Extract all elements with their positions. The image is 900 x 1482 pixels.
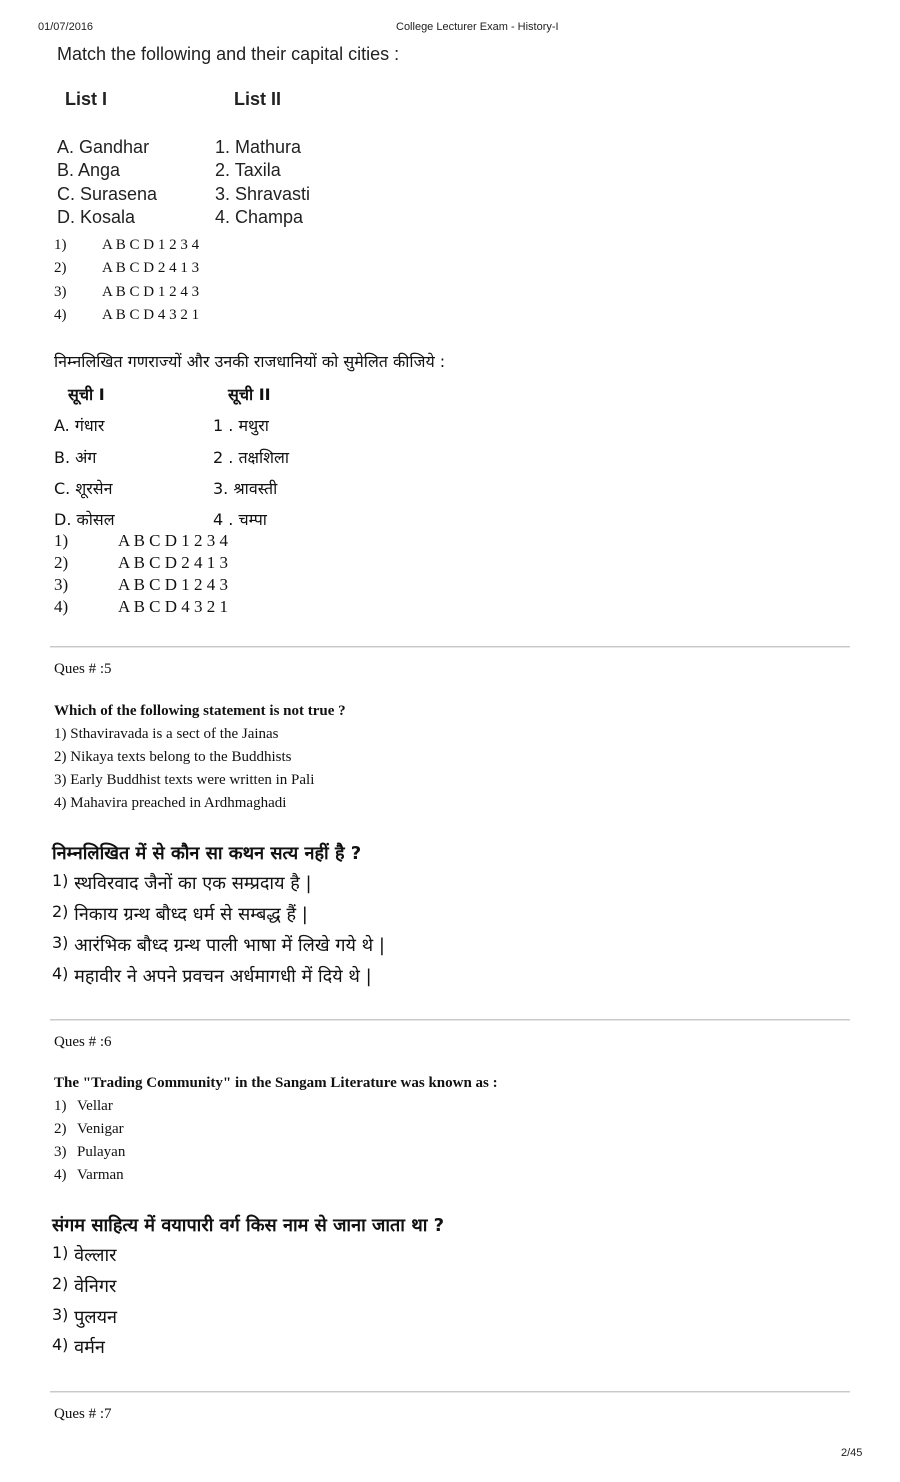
option-text: A B C D 4 3 2 1 (102, 307, 200, 323)
q4-en-list2-heading: List II (234, 89, 282, 109)
q4-hi-option (54, 597, 228, 617)
q4-en-list1-item: D. Kosala (57, 207, 136, 227)
q5-en-question: Which of the following statement is not true ? (54, 703, 346, 719)
option-number: 3) (54, 1144, 67, 1160)
q5-hi-option (52, 933, 385, 957)
option-number: 1) (52, 1243, 69, 1262)
q4-en-list2-item: 4. Champa (215, 207, 304, 227)
option-number: 4) (54, 1167, 67, 1183)
q4-hi-list1-item: A. गंधार (54, 416, 105, 435)
q4-hi-list1-heading: सूची I (68, 385, 105, 404)
option-number: 4) (52, 1335, 69, 1354)
q4-en-list1-item: C. Surasena (57, 184, 158, 204)
q6-hi-option (52, 1305, 117, 1329)
q4-en-list2-item: 3. Shravasti (215, 184, 311, 204)
divider (50, 1019, 850, 1021)
option-number: 1) (52, 871, 69, 890)
q5-hi-option (52, 964, 372, 988)
q5-en-option: 3) Early Buddhist texts were written in Pali (54, 772, 315, 788)
option-number: 2) (52, 902, 69, 921)
q4-hi-list2-item: 3. श्रावस्ती (213, 479, 278, 498)
q6-en-option (54, 1121, 124, 1138)
option-text: A B C D 2 4 1 3 (102, 260, 200, 276)
q4-en-list1-item: A. Gandhar (57, 137, 150, 157)
option-number: 1) (54, 237, 67, 253)
q4-hi-list1-item: C. शूरसेन (54, 479, 113, 498)
option-number: 2) (54, 1121, 67, 1137)
option-number: 3) (54, 284, 67, 300)
option-text: A B C D 1 2 3 4 (118, 531, 229, 550)
option-text: Pulayan (77, 1144, 126, 1160)
q6-en-option (54, 1144, 125, 1161)
q4-hi-list2-item: 2 . तक्षशिला (213, 448, 290, 467)
q4-en-instruction: Match the following and their capital cities : (57, 44, 400, 64)
q4-hi-list2-item: 1 . मथुरा (213, 416, 269, 435)
option-number: 1) (54, 1098, 67, 1114)
option-number: 4) (52, 964, 69, 983)
q4-hi-option (54, 553, 228, 573)
option-text: Venigar (77, 1121, 124, 1137)
q5-hi-option (52, 871, 312, 895)
q5-en-option: 2) Nikaya texts belong to the Buddhists (54, 749, 292, 765)
divider (50, 646, 850, 648)
q5-hi-option (52, 902, 308, 926)
option-text: Varman (77, 1167, 124, 1183)
option-number: 4) (54, 597, 69, 616)
q6-hi-option (52, 1274, 116, 1298)
q6-hi-option (52, 1243, 117, 1267)
q4-en-list2-item: 2. Taxila (215, 160, 281, 180)
option-number: 2) (52, 1274, 69, 1293)
q5-en-option: 1) Sthaviravada is a sect of the Jainas (54, 726, 279, 742)
option-text: वेल्लार (74, 1245, 117, 1266)
option-text: वर्मन (74, 1337, 105, 1358)
q6-hi-option (52, 1335, 105, 1359)
option-number: 1) (54, 531, 69, 550)
option-text: Vellar (77, 1098, 113, 1114)
option-text: A B C D 1 2 4 3 (102, 284, 200, 300)
q4-hi-option (54, 531, 228, 551)
option-number: 2) (54, 553, 69, 572)
option-number: 2) (54, 260, 67, 276)
q5-hi-question: निम्नलिखित में से कौन सा कथन सत्य नहीं है ? (52, 843, 362, 864)
document-title: College Lecturer Exam - History-I (396, 21, 559, 33)
divider (50, 1391, 850, 1393)
page-number: 2/45 (841, 1447, 863, 1459)
option-number: 4) (54, 307, 67, 323)
option-number: 3) (54, 575, 69, 594)
option-text: वेनिगर (74, 1276, 117, 1297)
question-label: Ques # :6 (54, 1034, 112, 1050)
print-date: 01/07/2016 (38, 21, 94, 33)
option-text: A B C D 2 4 1 3 (118, 553, 229, 572)
option-text: स्थविरवाद जैनों का एक सम्प्रदाय है | (74, 873, 312, 894)
q6-en-option (54, 1167, 124, 1184)
q4-en-option (54, 284, 199, 301)
q4-en-list1-heading: List I (65, 89, 108, 109)
option-number: 3) (52, 1305, 69, 1324)
option-text: निकाय ग्रन्थ बौध्द धर्म से सम्बद्ध हैं | (74, 904, 308, 925)
option-number: 3) (52, 933, 69, 952)
option-text: पुलयन (74, 1307, 118, 1328)
q6-en-question: The "Trading Community" in the Sangam Literature was known as : (54, 1075, 498, 1091)
option-text: आरंभिक बौध्द ग्रन्थ पाली भाषा में लिखे गये थे | (74, 935, 385, 956)
q4-hi-instruction: निम्नलिखित गणराज्यों और उनकी राजधानियों को सुमेलित कीजिये : (54, 352, 446, 371)
option-text: महावीर ने अपने प्रवचन अर्धमागधी में दिये थे | (74, 966, 372, 987)
option-text: A B C D 1 2 4 3 (118, 575, 229, 594)
q4-hi-list2-item: 4 . चम्पा (213, 510, 267, 529)
q4-en-option (54, 260, 199, 277)
q6-hi-question: संगम साहित्य में वयापारी वर्ग किस नाम से जाना जाता था ? (52, 1215, 445, 1236)
q4-hi-list1-item: D. कोसल (54, 510, 115, 529)
q4-en-option (54, 237, 199, 254)
q4-hi-option (54, 575, 228, 595)
q4-hi-list2-heading: सूची II (228, 385, 271, 404)
q4-hi-list1-item: B. अंग (54, 448, 97, 467)
option-text: A B C D 1 2 3 4 (102, 237, 200, 253)
q4-en-list1-item: B. Anga (57, 160, 121, 180)
question-label: Ques # :7 (54, 1406, 112, 1422)
question-label: Ques # :5 (54, 661, 112, 677)
q4-en-list2-item: 1. Mathura (215, 137, 302, 157)
q5-en-option: 4) Mahavira preached in Ardhmaghadi (54, 795, 287, 811)
q4-en-option (54, 307, 199, 324)
option-text: A B C D 4 3 2 1 (118, 597, 229, 616)
q6-en-option (54, 1098, 113, 1115)
